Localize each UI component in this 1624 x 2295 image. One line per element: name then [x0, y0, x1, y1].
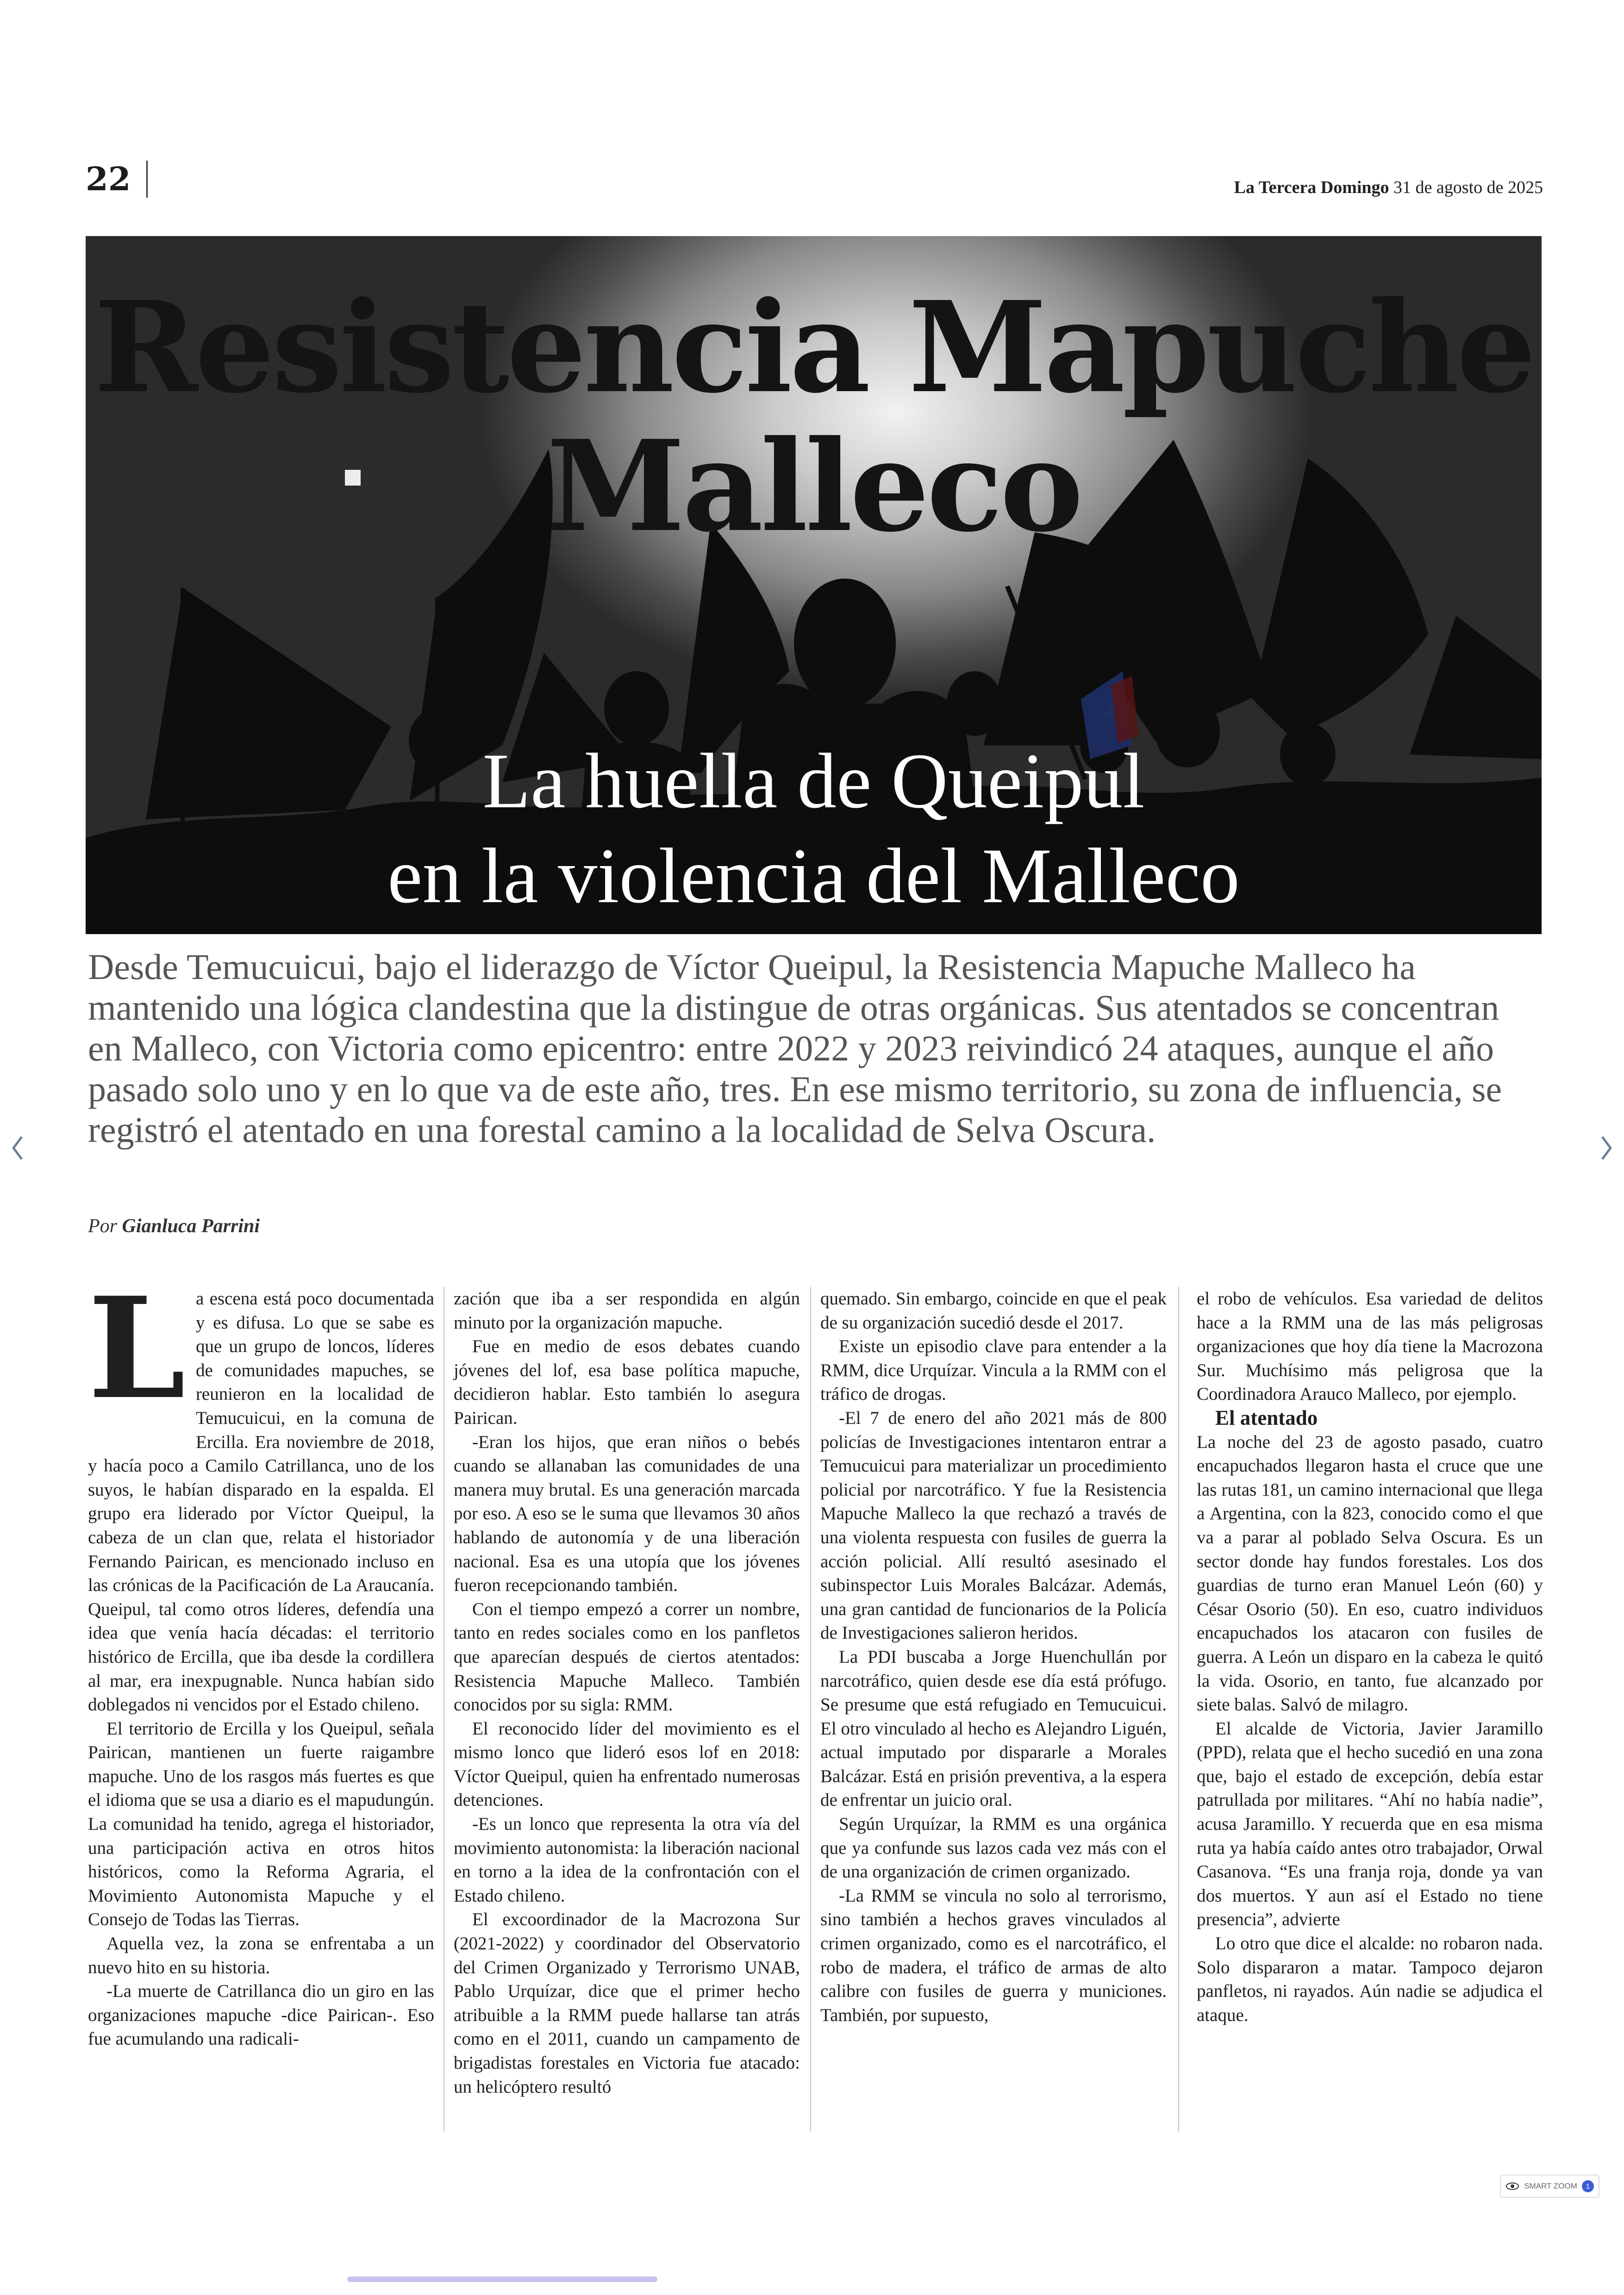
- headline-line-1: Resistencia Mapuche: [94, 274, 1533, 421]
- publication-info: [1234, 177, 1543, 198]
- column-divider: [810, 1287, 811, 2132]
- section-subhead: El atentado: [1215, 1406, 1318, 1429]
- smart-zoom-count: 1: [1582, 2180, 1594, 2192]
- article-paragraph: -Es un lonco que representa la otra vía del movimiento autonomista: la liberación nacional en torno a la idea de la confrontación con el Estado chileno.: [454, 1814, 800, 1906]
- eye-icon: [1505, 2182, 1519, 2190]
- page-number: 22: [86, 160, 131, 198]
- article-paragraph: El excoordinador de la Macrozona Sur (2021-2022) y coordinador del Observatorio del Crimen Organizado y Terrorismo UNAB, Pablo Urquízar, dice que el primer hecho atribuible a la RMM puede hallarse tan atrás como en el 2011, cuando un campamento de brigadistas forestales en Victoria fue atacado: un helicóptero resultó: [454, 1909, 800, 2097]
- article-column-1: [88, 1266, 434, 2051]
- article-paragraph: Fue en medio de esos debates cuando jóvenes del lof, esa base política mapuche, decidieron hablar. Esto también lo asegura Pairican.: [454, 1336, 800, 1428]
- article-paragraph: -La RMM se vincula no solo al terrorismo, sino también a hechos graves vinculados al crimen organizado, como es el narcotráfico, el robo de madera, el tráfico de armas de alto calibre con fusiles de guerra y municiones. También, por supuesto,: [820, 1885, 1167, 2025]
- article-paragraph: -La muerte de Catrillanca dio un giro en las organizaciones mapuche -dice Pairican-. Eso fue acumulando una radicali-: [88, 1981, 434, 2049]
- folio-divider: [146, 161, 148, 198]
- article-paragraph: La PDI buscaba a Jorge Huenchullán por narcotráfico, quien desde ese día está prófugo. Se presume que está refugiado en Temucuicui. El otro vinculado al hecho es Alejandro Liguén, actual imputado por dispararle a Morales Balcázar. Está en prisión preventiva, a la espera de enfrentar un juicio oral.: [820, 1646, 1167, 1810]
- article-paragraph: Según Urquízar, la RMM es una orgánica que ya confunde sus lazos cada vez más con el de una organización de crimen organizado.: [820, 1814, 1167, 1882]
- article-column-2: [454, 1287, 800, 2099]
- subheadline-line-1: La huella de Queipul: [482, 737, 1145, 824]
- article-paragraph: zación que iba a ser respondida en algún minuto por la organización mapuche.: [454, 1289, 800, 1333]
- page-folio: [86, 160, 148, 198]
- article-paragraph: quemado. Sin embargo, coincide en que el peak de su organización sucedió desde el 2017.: [820, 1289, 1167, 1333]
- byline: [88, 1215, 260, 1237]
- publication-name: La Tercera Domingo: [1234, 178, 1389, 197]
- drop-cap: L: [88, 1266, 186, 1430]
- article-column-3: [820, 1287, 1167, 2027]
- article-paragraph: El reconocido líder del movimiento es el mismo lonco que lideró esos lof en 2018: Víctor Queipul, quien ha enfrentado numerosas detenciones.: [454, 1718, 800, 1810]
- article-paragraph: El alcalde de Victoria, Javier Jaramillo (PPD), relata que el hecho sucedió en una zona que, bajo el estado de excepción, debía estar patrullada por militares. “Ahí no había nadie”, acusa Jaramillo. Y recuerda que en esa misma ruta ya había caído antes otro trabajador, Orwal Casanova. “Es una franja roja, donde ya van dos muertos. Y aun así el Estado no tiene presencia”, advierte: [1197, 1718, 1543, 1930]
- article-paragraph: a escena está poco documentada y es difusa. Lo que se sabe es que un grupo de loncos, líderes de comunidades mapuches, se reunieron en la localidad de Temucuicui, en la comuna de Ercilla. Era noviembre de 2018, y hacía poco a Camilo Catrillanca, uno de los suyos, le habían disparado en la espalda. El grupo era liderado por Víctor Queipul, la cabeza de un clan que, relata el historiador Fernando Pairican, es mencionado incluso en las crónicas de la Pacificación de La Araucanía. Queipul, tal como otros líderes, defendía una idea que venía hacía décadas: el territorio histórico de Ercilla, que iba desde la cordillera al mar, era inexpugnable. Nunca habían sido doblegados ni vencidos por el Estado chileno.: [88, 1289, 434, 1715]
- hero-photo: [86, 236, 1542, 934]
- headline-line-2: Malleco: [546, 412, 1081, 560]
- article-lede: Desde Temucuicui, bajo el liderazgo de Víctor Queipul, la Resistencia Mapuche Malleco ha mantenido una lógica clandestina que la distingue de otras orgánicas. Sus atentados se concentran en Malleco, con Victoria como epicentro: entre 2022 y 2023 reivindicó 24 ataques, aunque el año pasado solo uno y en lo que va de este año, tres. En ese mismo territorio, su zona de influencia, se registró el atentado en una forestal camino a la localidad de Selva Oscura.: [88, 947, 1502, 1150]
- smart-zoom-button[interactable]: [1500, 2175, 1599, 2198]
- subheadline: [86, 734, 1542, 923]
- prev-page-button[interactable]: [4, 1125, 31, 1171]
- smart-zoom-label: SMART ZOOM: [1524, 2182, 1577, 2190]
- subheadline-line-2: en la violencia del Malleco: [387, 832, 1240, 919]
- headline: [86, 274, 1542, 560]
- byline-prefix: Por: [88, 1216, 117, 1237]
- chevron-left-icon: [10, 1133, 25, 1163]
- article-paragraph: Lo otro que dice el alcalde: no robaron nada. Solo dispararon a matar. Tampoco dejaron panfletos, ni rayados. Aún nadie se adjudica el ataque.: [1197, 1933, 1543, 2025]
- column-divider: [443, 1287, 444, 2132]
- photo-marker: [345, 470, 361, 486]
- next-page-button[interactable]: [1593, 1125, 1620, 1171]
- article-paragraph: Con el tiempo empezó a correr un nombre, tanto en redes sociales como en los panfletos que aparecían después de ciertos atentados: Resistencia Mapuche Malleco. También conocidos por su sigla: RMM.: [454, 1599, 800, 1715]
- article-paragraph: Aquella vez, la zona se enfrentaba a un nuevo hito en su historia.: [88, 1933, 434, 1977]
- article-column-4: [1197, 1287, 1543, 2027]
- publication-date: 31 de agosto de 2025: [1393, 178, 1543, 197]
- article-paragraph: -El 7 de enero del año 2021 más de 800 policías de Investigaciones intentaron entrar a Temucuicui para materializar un procedimiento policial por narcotráfico. Y fue la Resistencia Mapuche Malleco la que rechazó a través de una violenta respuesta con fusiles de guerra la acción policial. Allí resultó asesinado el subinspector Luis Morales Balcázar. Además, una gran cantidad de funcionarios de la Policía de Investigaciones salieron heridos.: [820, 1408, 1167, 1643]
- chevron-right-icon: [1599, 1133, 1614, 1163]
- article-paragraph: Existe un episodio clave para entender a la RMM, dice Urquízar. Vincula a la RMM con el tráfico de drogas.: [820, 1336, 1167, 1404]
- byline-author: Gianluca Parrini: [122, 1216, 260, 1237]
- page-scrollbar[interactable]: [347, 2276, 657, 2282]
- article-paragraph: La noche del 23 de agosto pasado, cuatro encapuchados llegaron hasta el cruce que une las rutas 181, un camino internacional que llega a Argentina, con la 823, conocido como el que va a parar al poblado Selva Oscura. Es un sector donde hay fundos forestales. Los dos guardias de turno eran Manuel León (60) y César Osorio (50). En eso, cuatro individuos encapuchados los atacaron con fusiles de guerra. A León un disparo en la cabeza le quitó la vida. Osorio, en tanto, fue alcanzado por siete balas. Salvó de milagro.: [1197, 1432, 1543, 1715]
- article-paragraph: el robo de vehículos. Esa variedad de delitos hace a la RMM una de las más peligrosas organizaciones que hoy día tiene la Macrozona Sur. Muchísimo más peligrosa que la Coordinadora Arauco Malleco, por ejemplo.: [1197, 1289, 1543, 1404]
- article-paragraph: El territorio de Ercilla y los Queipul, señala Pairican, mantienen un fuerte raigambre mapuche. Uno de los rasgos más fuertes es que el idioma que se usa a diario es el mapudungún. La comunidad ha tenido, agrega el historiador, una participación activa en otros hitos históricos, como la Reforma Agraria, el Movimiento Autonomista Mapuche y el Consejo de Todas las Tierras.: [88, 1718, 434, 1930]
- article-paragraph: -Eran los hijos, que eran niños o bebés cuando se allanaban las comunidades de una manera muy brutal. Es una generación marcada por eso. A eso se le suma que llevamos 30 años hablando de autonomía y de una liberación nacional. Esa es una utopía que los jóvenes fueron recepcionando también.: [454, 1432, 800, 1596]
- column-divider: [1178, 1287, 1179, 2132]
